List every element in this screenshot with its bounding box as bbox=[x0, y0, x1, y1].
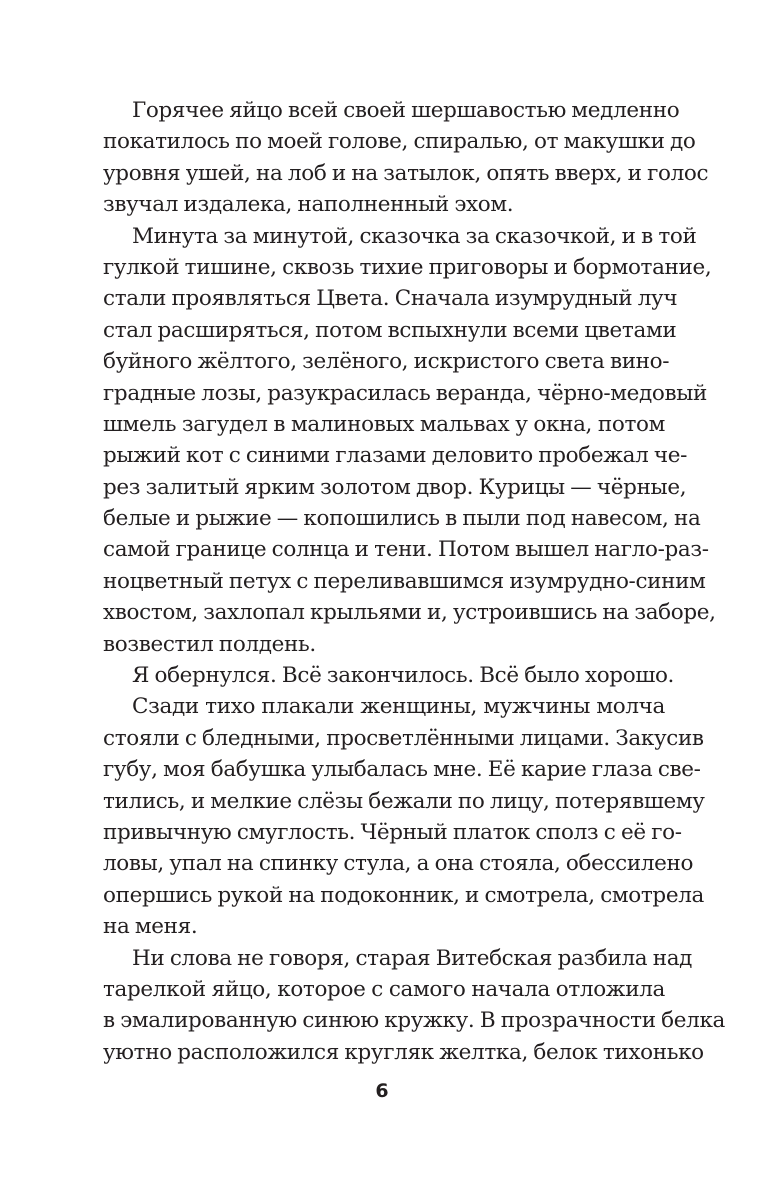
paragraph bbox=[103, 221, 716, 660]
text-line: ноцветный петух с переливавшимся изумрудно-синим bbox=[103, 568, 706, 594]
text-line: губу, моя бабушка улыбалась мне. Её карие глаза све- bbox=[103, 757, 701, 783]
text-line: возвестил полдень. bbox=[103, 631, 316, 657]
text-line: буйного жёлтого, зелёного, искристого света вино- bbox=[103, 349, 670, 375]
text-line: рыжий кот с синими глазами деловито пробежал че- bbox=[103, 443, 688, 469]
page-number: 6 bbox=[375, 1080, 389, 1102]
text-line: на меня. bbox=[103, 914, 198, 940]
text-line: шмель загудел в малиновых мальвах у окна, потом bbox=[103, 411, 665, 437]
text-line: самой границе солнца и тени. Потом вышел нагло-раз- bbox=[103, 537, 709, 563]
text-line: ловы, упал на спинку стула, а она стояла, обессилено bbox=[103, 851, 694, 877]
text-line: белые и рыжие — копошились в пыли под навесом, на bbox=[103, 506, 701, 532]
paragraph bbox=[103, 943, 726, 1069]
text-line: уровня ушей, на лоб и на затылок, опять вверх, и голос bbox=[103, 160, 709, 186]
text-line: хвостом, захлопал крыльями и, устроившись на заборе, bbox=[103, 600, 716, 626]
text-line: гулкой тишине, сквозь тихие приговоры и бормотание, bbox=[103, 254, 712, 280]
text-line: звучал издалека, наполненный эхом. bbox=[103, 192, 514, 218]
text-line: Сзади тихо плакали женщины, мужчины молча bbox=[132, 694, 665, 720]
text-line: в эмалированную синюю кружку. В прозрачности белка bbox=[103, 1008, 726, 1034]
text-line: опершись рукой на подоконник, и смотрела, смотрела bbox=[103, 882, 704, 908]
text-line: Я обернулся. Всё закончилось. Всё было хорошо. bbox=[132, 663, 675, 689]
paragraph bbox=[103, 660, 675, 691]
paragraph bbox=[103, 691, 705, 942]
text-line: привычную смуглость. Чёрный платок сполз с её го- bbox=[103, 819, 682, 845]
body-text bbox=[103, 95, 726, 1068]
text-line: Минута за минутой, сказочка за сказочкой, и в той bbox=[132, 223, 697, 249]
text-line: покатилось по моей голове, спиралью, от макушки до bbox=[103, 129, 696, 155]
text-line: стали проявляться Цвета. Сначала изумрудный луч bbox=[103, 286, 678, 312]
text-line: стал расширяться, потом вспыхнули всеми цветами bbox=[103, 317, 677, 343]
text-line: стояли с бледными, просветлёнными лицами. Закусив bbox=[103, 725, 704, 751]
text-line: рез залитый ярким золотом двор. Курицы — чёрные, bbox=[103, 474, 687, 500]
text-line: Ни слова не говоря, старая Витебская разбила над bbox=[132, 945, 693, 971]
text-line: тились, и мелкие слёзы бежали по лицу, потерявшему bbox=[103, 788, 705, 814]
text-line: градные лозы, разукрасилась веранда, чёрно-медовый bbox=[103, 380, 707, 406]
text-line: тарелкой яйцо, которое с самого начала отложила bbox=[103, 976, 665, 1002]
text-line: уютно расположился кругляк желтка, белок тихонько bbox=[103, 1039, 704, 1065]
paragraph bbox=[103, 95, 709, 221]
text-line: Горячее яйцо всей своей шершавостью медленно bbox=[132, 98, 680, 123]
